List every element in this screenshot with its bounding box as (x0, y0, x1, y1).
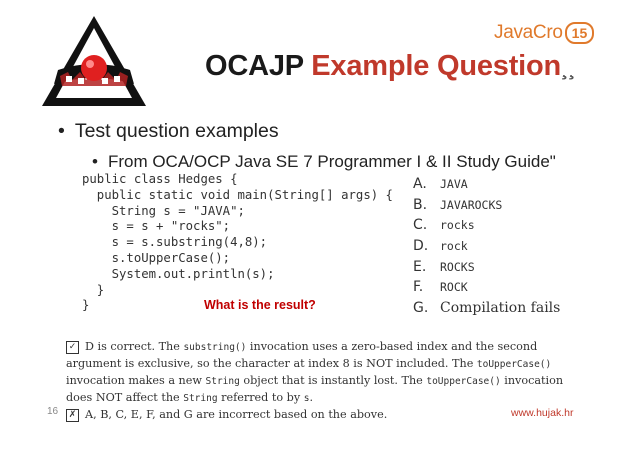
bullet-dot: • (92, 152, 98, 171)
code-line: public class Hedges { (82, 172, 238, 186)
option-c (413, 215, 560, 236)
option-letter: A. (413, 176, 427, 193)
answer-text: argument is exclusive, so the character at index 8 is NOT included. The (66, 357, 477, 370)
code-line: s.toUpperCase(); (82, 250, 231, 265)
bullet-level2 (92, 152, 556, 172)
cross-box-icon: ✗ (66, 409, 79, 422)
option-letter: B. (413, 196, 428, 213)
answer-code: s (303, 393, 310, 404)
bullet-level2-text: From OCA/OCP Java SE 7 Programmer I & II Study Guide" (107, 152, 556, 171)
option-letter: G. (413, 299, 429, 316)
answer-text: invocation (500, 374, 564, 387)
option-text: rock (440, 239, 468, 254)
code-line: public static void main(String[] args) { (82, 187, 393, 202)
option-a (413, 174, 560, 195)
code-line: String s = "JAVA"; (82, 203, 245, 218)
option-text: rocks (440, 218, 475, 233)
option-f (413, 277, 560, 298)
answer-code: String (205, 376, 240, 387)
answer-line (66, 356, 586, 373)
slide-title (205, 50, 575, 83)
logo-text: JavaCro (494, 22, 563, 43)
duke-mascot-icon (38, 10, 150, 110)
option-letter: C. (413, 217, 428, 234)
bullet-dot: • (58, 120, 65, 142)
answer-text: A, B, C, E, F, and G are incorrect based on the above. (85, 408, 388, 421)
code-line: } (82, 298, 90, 313)
title-main: OCAJP (205, 50, 304, 82)
option-letter: F. (413, 279, 424, 296)
option-letter: E. (413, 258, 427, 275)
answer-explanation (66, 339, 586, 423)
bullet-level1 (58, 120, 279, 143)
answer-line (66, 390, 586, 407)
answer-line (66, 373, 586, 390)
option-d (413, 236, 560, 257)
code-line: s = s + "rocks"; (82, 219, 231, 234)
answer-line (66, 407, 586, 423)
code-block (82, 172, 393, 314)
option-text: JAVA (440, 177, 468, 192)
code-line: System.out.println(s); (82, 266, 275, 281)
footer-url[interactable]: www.hujak.hr (511, 407, 574, 419)
answer-code: toUpperCase() (426, 376, 501, 387)
answer-line (66, 339, 586, 356)
option-text: ROCK (440, 280, 468, 295)
code-line: } (82, 282, 105, 297)
answer-code: String (183, 393, 218, 404)
code-line: s = s.substring(4,8); (82, 235, 268, 250)
bullet-level1-text: Test question examples (74, 120, 279, 142)
answer-text: does NOT affect the (66, 391, 184, 404)
option-text: ROCKS (440, 259, 475, 274)
option-text: JAVAROCKS (440, 197, 503, 212)
check-box-icon: ✓ (66, 341, 79, 354)
answer-text: invocation uses a zero-based index and the second (246, 340, 538, 353)
title-accent: Example Question (311, 50, 562, 82)
answer-text: . (309, 391, 314, 404)
answer-text: invocation makes a new (66, 374, 206, 387)
option-e (413, 256, 560, 277)
answer-text: referred to by (217, 391, 304, 404)
javacro-logo (494, 21, 594, 45)
option-b (413, 195, 560, 216)
answer-text: D is correct. The (85, 340, 184, 353)
answer-code: toUpperCase() (476, 359, 552, 370)
option-text: Compilation fails (440, 299, 561, 316)
page-number: 16 (47, 406, 59, 417)
question-text: What is the result? (204, 298, 316, 312)
answer-text: object that is instantly lost. The (239, 374, 427, 387)
answer-code: substring() (183, 342, 247, 353)
option-letter: D. (413, 238, 429, 255)
logo-badge: 15 (565, 22, 595, 44)
option-g (413, 298, 560, 319)
answer-options (413, 174, 560, 318)
title-suffix: ¸¸ (561, 55, 576, 80)
